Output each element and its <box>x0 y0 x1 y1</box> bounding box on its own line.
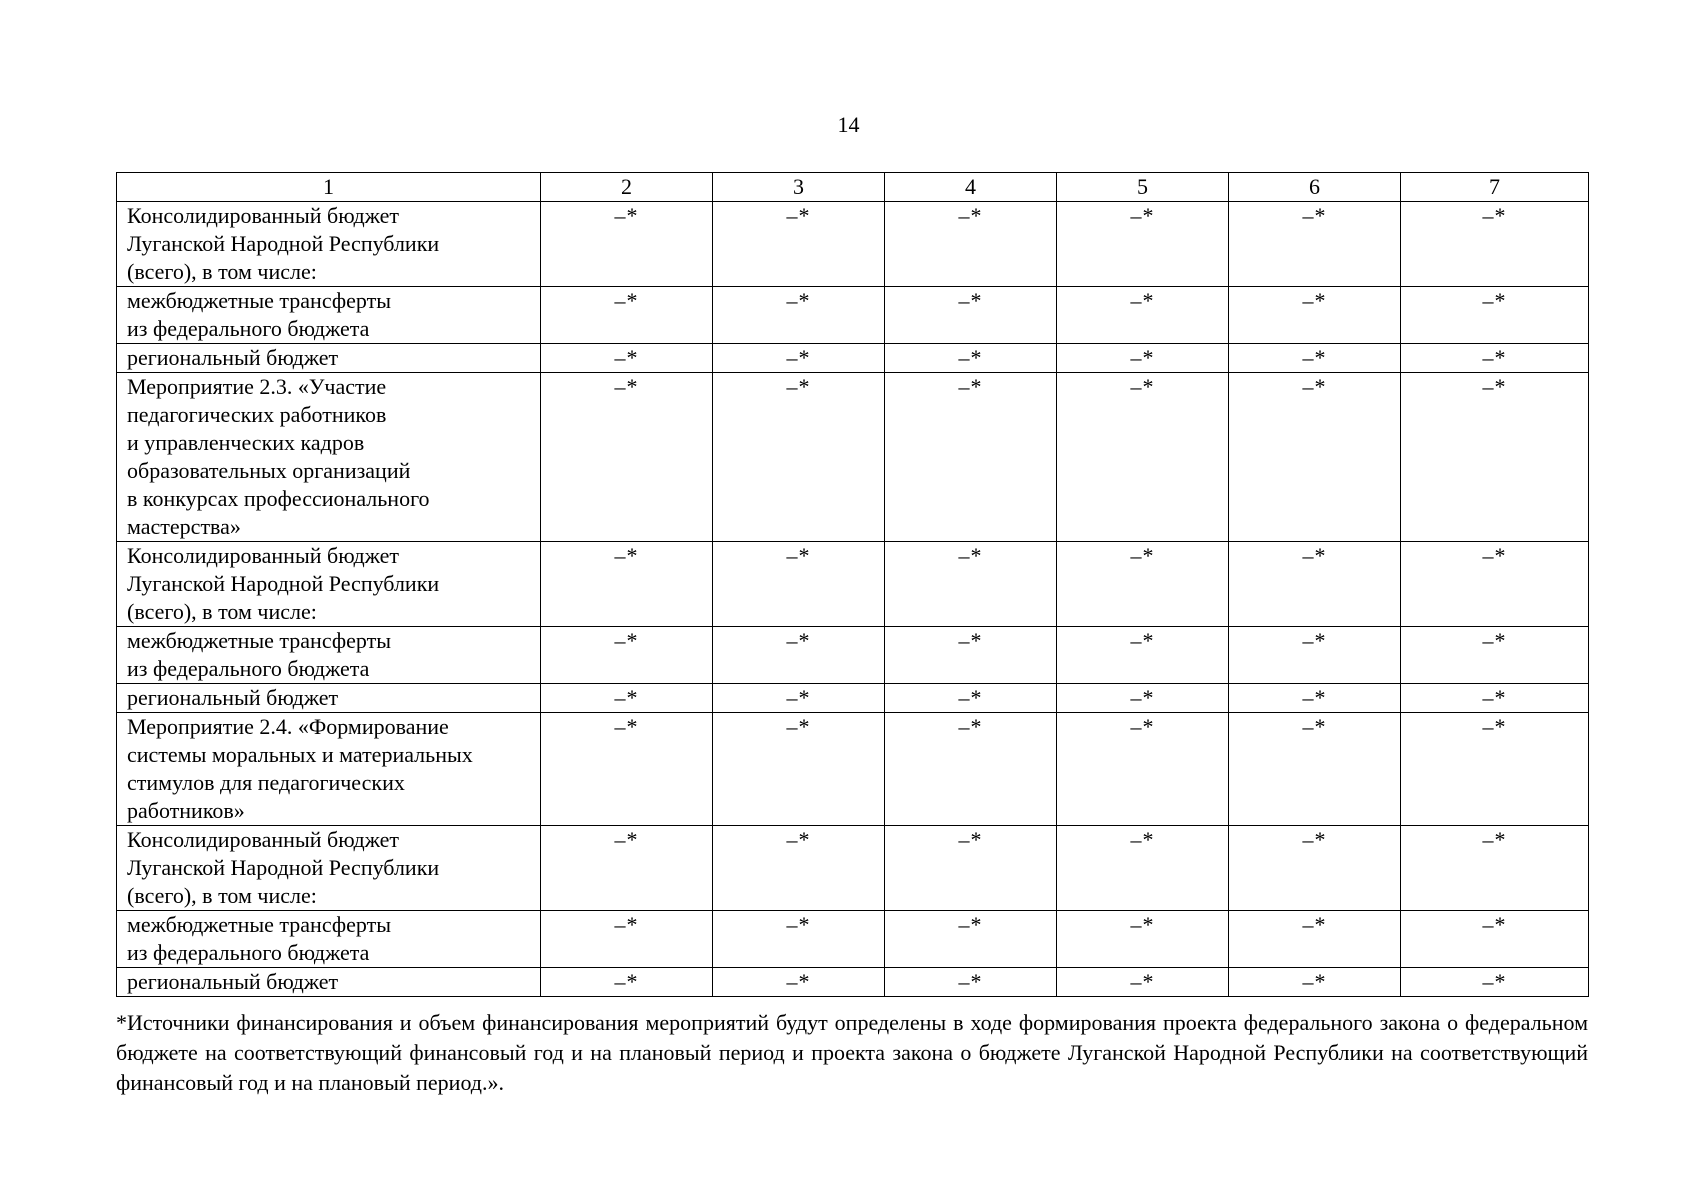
row-value-cell: –* <box>885 542 1057 627</box>
row-description-line: из федерального бюджета <box>127 940 370 965</box>
column-header: 5 <box>1057 173 1229 202</box>
table-row <box>117 542 1589 627</box>
row-value-cell: –* <box>1057 627 1229 684</box>
row-description <box>117 968 541 997</box>
table-row <box>117 344 1589 373</box>
row-description <box>117 826 541 911</box>
row-value-cell: –* <box>713 627 885 684</box>
row-value-cell: –* <box>541 911 713 968</box>
row-description-line: (всего), в том числе: <box>127 259 317 284</box>
footnote: *Источники финансирования и объем финансирования мероприятий будут определены в ходе формирования проекта федерального закона о федеральном бюджете на соответствующий финансовый год и на плановый период и проекта закона о бюджете Луганской Народной Республики на соответствующий финансовый год и на плановый период.». <box>116 1010 1588 1095</box>
row-value-cell: –* <box>541 627 713 684</box>
row-description <box>117 542 541 627</box>
row-value-cell: –* <box>885 826 1057 911</box>
row-value-cell: –* <box>541 713 713 826</box>
row-value-cell: –* <box>885 968 1057 997</box>
row-description-line: Консолидированный бюджет <box>127 543 400 568</box>
row-value-cell: –* <box>1401 202 1589 287</box>
row-description-line: образовательных организаций <box>127 458 411 483</box>
row-value-cell: –* <box>885 684 1057 713</box>
row-value-cell: –* <box>1229 202 1401 287</box>
column-header: 7 <box>1401 173 1589 202</box>
row-description-line: межбюджетные трансферты <box>127 288 391 313</box>
table-header-row <box>117 173 1589 202</box>
row-value-cell: –* <box>1229 627 1401 684</box>
row-value-cell: –* <box>885 202 1057 287</box>
row-value-cell: –* <box>1229 344 1401 373</box>
row-value-cell: –* <box>713 542 885 627</box>
row-value-cell: –* <box>1229 713 1401 826</box>
row-value-cell: –* <box>541 202 713 287</box>
table-row <box>117 287 1589 344</box>
row-value-cell: –* <box>1229 968 1401 997</box>
row-description-line: межбюджетные трансферты <box>127 628 391 653</box>
row-value-cell: –* <box>1057 202 1229 287</box>
row-value-cell: –* <box>713 968 885 997</box>
row-description <box>117 684 541 713</box>
row-value-cell: –* <box>541 542 713 627</box>
row-description-line: Консолидированный бюджет <box>127 827 400 852</box>
row-value-cell: –* <box>1229 911 1401 968</box>
row-description <box>117 373 541 542</box>
table-row <box>117 202 1589 287</box>
row-value-cell: –* <box>1401 713 1589 826</box>
row-value-cell: –* <box>1057 287 1229 344</box>
row-description-line: (всего), в том числе: <box>127 883 317 908</box>
row-description-line: региональный бюджет <box>127 345 339 370</box>
table-row <box>117 911 1589 968</box>
row-description-line: Мероприятие 2.3. «Участие <box>127 374 387 399</box>
row-value-cell: –* <box>541 344 713 373</box>
row-description-line: межбюджетные трансферты <box>127 912 391 937</box>
row-value-cell: –* <box>713 373 885 542</box>
row-description <box>117 344 541 373</box>
row-value-cell: –* <box>713 713 885 826</box>
row-description <box>117 713 541 826</box>
row-description-line: региональный бюджет <box>127 969 339 994</box>
row-value-cell: –* <box>1401 344 1589 373</box>
row-value-cell: –* <box>1229 287 1401 344</box>
row-value-cell: –* <box>885 911 1057 968</box>
row-value-cell: –* <box>885 627 1057 684</box>
row-value-cell: –* <box>1401 627 1589 684</box>
row-value-cell: –* <box>1229 373 1401 542</box>
row-description-line: Консолидированный бюджет <box>127 203 400 228</box>
row-value-cell: –* <box>541 684 713 713</box>
row-description-line: Луганской Народной Республики <box>127 571 440 596</box>
row-value-cell: –* <box>885 344 1057 373</box>
row-value-cell: –* <box>1057 826 1229 911</box>
row-value-cell: –* <box>541 287 713 344</box>
row-description-line: (всего), в том числе: <box>127 599 317 624</box>
row-value-cell: –* <box>1057 344 1229 373</box>
row-value-cell: –* <box>1401 373 1589 542</box>
row-value-cell: –* <box>1057 684 1229 713</box>
row-description-line: работников» <box>127 798 245 823</box>
table-row <box>117 373 1589 542</box>
table-row <box>117 684 1589 713</box>
row-value-cell: –* <box>1401 968 1589 997</box>
row-value-cell: –* <box>1057 911 1229 968</box>
row-value-cell: –* <box>541 826 713 911</box>
row-description-line: из федерального бюджета <box>127 316 370 341</box>
row-description <box>117 202 541 287</box>
row-value-cell: –* <box>1401 911 1589 968</box>
row-value-cell: –* <box>1057 968 1229 997</box>
row-description-line: Мероприятие 2.4. «Формирование <box>127 714 449 739</box>
row-value-cell: –* <box>1057 713 1229 826</box>
row-value-cell: –* <box>713 202 885 287</box>
table-body <box>117 202 1589 997</box>
row-description <box>117 911 541 968</box>
column-header: 6 <box>1229 173 1401 202</box>
row-value-cell: –* <box>713 684 885 713</box>
row-value-cell: –* <box>713 344 885 373</box>
row-value-cell: –* <box>1057 542 1229 627</box>
row-value-cell: –* <box>885 373 1057 542</box>
row-value-cell: –* <box>713 287 885 344</box>
table-row <box>117 713 1589 826</box>
row-value-cell: –* <box>1401 542 1589 627</box>
row-value-cell: –* <box>1401 826 1589 911</box>
row-description-line: Луганской Народной Республики <box>127 855 440 880</box>
row-value-cell: –* <box>713 826 885 911</box>
row-value-cell: –* <box>541 968 713 997</box>
budget-table <box>116 172 1589 997</box>
row-description-line: из федерального бюджета <box>127 656 370 681</box>
row-description-line: региональный бюджет <box>127 685 339 710</box>
row-description-line: стимулов для педагогических <box>127 770 405 795</box>
row-description-line: мастерства» <box>127 514 241 539</box>
table-row <box>117 627 1589 684</box>
table-row <box>117 826 1589 911</box>
row-value-cell: –* <box>1401 684 1589 713</box>
row-value-cell: –* <box>885 287 1057 344</box>
row-value-cell: –* <box>713 911 885 968</box>
row-description-line: и управленческих кадров <box>127 430 365 455</box>
row-value-cell: –* <box>885 713 1057 826</box>
row-value-cell: –* <box>1229 542 1401 627</box>
row-value-cell: –* <box>1229 684 1401 713</box>
row-value-cell: –* <box>1057 373 1229 542</box>
row-description-line: в конкурсах профессионального <box>127 486 430 511</box>
row-value-cell: –* <box>541 373 713 542</box>
page-number: 14 <box>837 112 860 137</box>
row-description <box>117 627 541 684</box>
row-value-cell: –* <box>1229 826 1401 911</box>
row-description <box>117 287 541 344</box>
table-row <box>117 968 1589 997</box>
row-description-line: системы моральных и материальных <box>127 742 473 767</box>
column-header: 2 <box>541 173 713 202</box>
row-value-cell: –* <box>1401 287 1589 344</box>
column-header: 4 <box>885 173 1057 202</box>
row-description-line: Луганской Народной Республики <box>127 231 440 256</box>
column-header: 3 <box>713 173 885 202</box>
column-header: 1 <box>117 173 541 202</box>
row-description-line: педагогических работников <box>127 402 387 427</box>
